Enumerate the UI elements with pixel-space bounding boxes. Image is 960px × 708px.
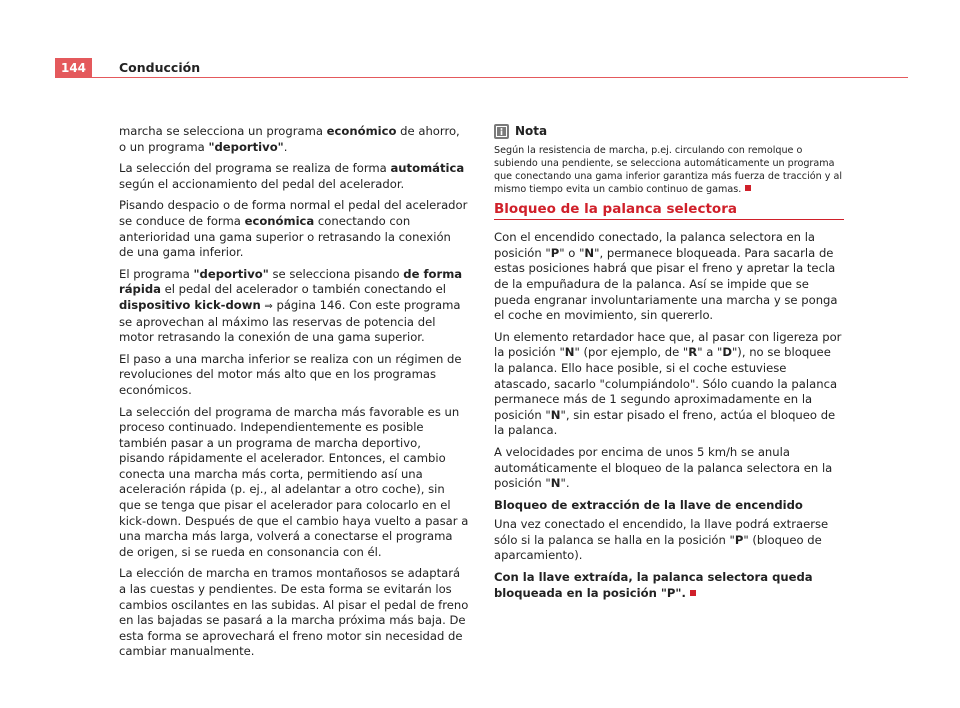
paragraph: A velocidades por encima de unos 5 km/h se anula automáticamente el bloqueo de la palanca selectora en la posición "N".	[494, 444, 833, 491]
end-of-section-marker-icon	[745, 185, 751, 191]
paragraph: La selección del programa de marcha más favorable es un proceso continuado. Independientemente es posible también pasar a un programa de marcha deportivo, pisando rápidamente el acelerador. Entonces, el cambio conecta una marcha más corta, permitiendo así una aceleración rápida (p. ej., al adelantar a otro coche), sin que se tenga que pisar el acelerador para colocarlo en el kick-down. Después de que el cambio haya vuelto a pasar a una marcha más larga, volverá a conectarse el programa de origen, si se rueda en consonancia con él.	[119, 404, 469, 559]
left-column	[119, 124, 469, 666]
paragraph: Con el encendido conectado, la palanca selectora en la posición "P" o "N", permanece bloqueada. Para sacarla de estas posiciones habrá que pisar el freno y apretar la tecla de la empuñadura de la palanca. Así se impide que se pueda engranar involuntariamente una marcha y se ponga el coche en movimiento, sin quererlo.	[494, 230, 838, 323]
end-of-section-marker-icon	[690, 590, 696, 596]
paragraph: Un elemento retardador hace que, al pasar con ligereza por la posición "N" (por ejemplo, de "R" a "D"), no se bloquee la palanca. Ello hace posible, si el coche estuviese atascado, sacarlo "columpiándolo". Sólo cuando la palanca permanece más de 1 segundo aproximadamente en la posición "N", sin estar pisado el freno, actúa el bloqueo de la palanca.	[494, 329, 842, 438]
note-title: Nota	[515, 124, 548, 138]
info-icon	[494, 124, 509, 139]
paragraph: El paso a una marcha inferior se realiza con un régimen de revoluciones del motor más alto que en los programas económicos.	[119, 351, 462, 397]
section-title: Conducción	[119, 60, 201, 75]
heading-rule	[494, 219, 844, 220]
paragraph: La selección del programa se realiza de forma automática según el accionamiento del pedal del acelerador.	[119, 161, 465, 191]
paragraph: marcha se selecciona un programa económico de ahorro, o un programa "deportivo".	[119, 124, 460, 154]
right-column	[494, 124, 844, 607]
note-body: Según la resistencia de marcha, p.ej. circulando con remolque o subiendo una pendiente, se selecciona automáticamente un programa que conectando una gama inferior garantiza más fuerza de tracción y al mismo tiempo evita un cambio continuo de gamas.	[494, 144, 843, 195]
paragraph: La elección de marcha en tramos montañosos se adaptará a las cuestas y pendientes. De esta forma se evitarán los cambios oscilantes en las subidas. Al pisar el pedal de freno en las bajadas se pasará a la marcha próxima más baja. De esta forma se aprovechará el freno motor sin necesidad de cambiar manualmente.	[119, 566, 469, 659]
paragraph: El programa "deportivo" se selecciona pisando de forma rápida el pedal del acelerador o también conectando el dispositivo kick-down ⇒ página 146. Con este programa se aprovechan al máximo las reservas de potencia del motor retrasando la conexión de una gama superior.	[119, 266, 463, 345]
subheading: Bloqueo de extracción de la llave de encendido	[494, 497, 803, 512]
section-heading: Bloqueo de la palanca selectora	[494, 200, 737, 217]
page-number-badge: 144	[55, 58, 92, 78]
emphasis-paragraph: Con la llave extraída, la palanca selectora queda bloqueada en la posición "P".	[494, 570, 813, 600]
note-header	[494, 124, 844, 140]
paragraph: Una vez conectado el encendido, la llave podrá extraerse sólo si la palanca se halla en la posición "P" (bloqueo de aparcamiento).	[494, 517, 829, 563]
page-reference-arrow-icon: ⇒	[264, 300, 273, 312]
page-reference-link[interactable]: página 146. Con este programa se aprovechan al máximo las reservas de potencia del motor retrasando la conexión de una gama superior.	[119, 297, 461, 345]
header-rule	[55, 77, 908, 78]
paragraph: Pisando despacio o de forma normal el pedal del acelerador se conduce de forma económica conectando con anterioridad una gama superior o retrasando la conexión de una gama inferior.	[119, 198, 468, 260]
